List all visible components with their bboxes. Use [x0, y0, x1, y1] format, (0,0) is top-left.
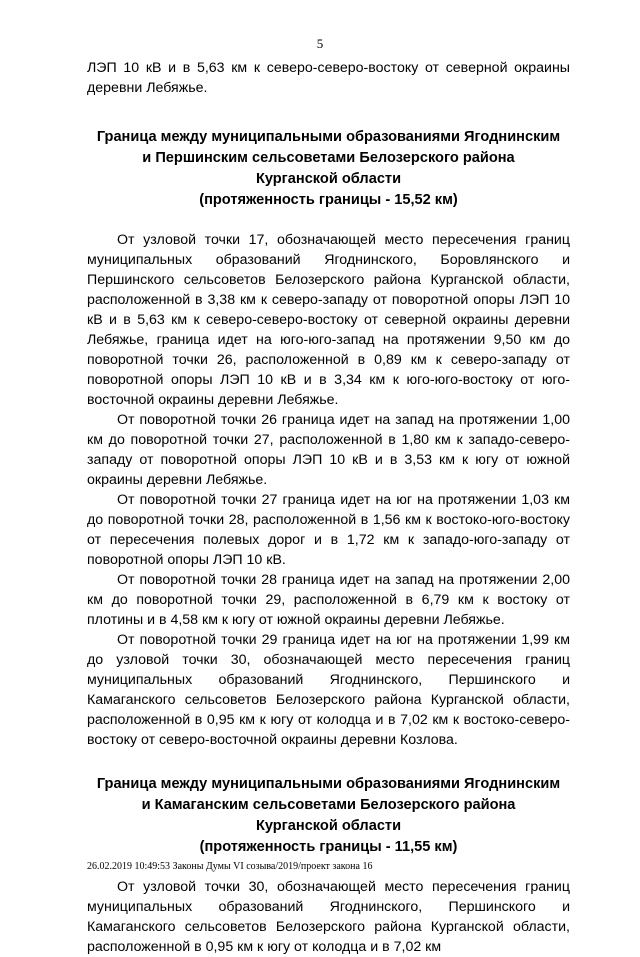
- section-heading-line: Курганской области: [255, 818, 402, 834]
- paragraph: От поворотной точки 27 граница идет на юг на протяжении 1,03 км до поворотной точки 28, расположенной в 1,56 км к востоко-юго-востоку от пересечения полевых дорог и в 1,72 км к западо-юго-западу от поворотной опоры ЛЭП 10 кВ.: [87, 492, 570, 568]
- paragraph: От поворотной точки 26 граница идет на запад на протяжении 1,00 км до поворотной точки 27, расположенной в 1,80 км к западо-северо-западу от поворотной опоры ЛЭП 10 кВ и в 3,53 км к югу от южной окраины деревни Лебяжье.: [87, 412, 570, 488]
- footer-stamp: 26.02.2019 10:49:53 Законы Думы VI созыва/2019/проект закона 16: [87, 861, 373, 872]
- section-heading-line: Курганской области: [255, 171, 402, 187]
- paragraph: От узловой точки 17, обозначающей место пересечения границ муниципальных образований Ягоднинского, Боровлянского и Першинского сельсоветов Белозерского района Курганской области, расположенной в 3,38 км к северо-западу от поворотной опоры ЛЭП 10 кВ и в 5,63 км к северо-северо-востоку от северной окраины деревни Лебяжье, граница идет на юго-юго-запад на протяжении 9,50 км до поворотной точки 26, расположенной в 0,89 км к северо-западу от поворотной опоры ЛЭП 10 кВ и в 3,34 км к юго-юго-востоку от юго-восточной окраины деревни Лебяжье.: [87, 232, 570, 408]
- section-length-line: (протяженность границы - 15,52 км): [199, 192, 458, 208]
- intro-paragraph: ЛЭП 10 кВ и в 5,63 км к северо-северо-востоку от северной окраины деревни Лебяжье.: [87, 60, 570, 96]
- paragraph: От поворотной точки 29 граница идет на юг на протяжении 1,99 км до узловой точки 30, обозначающей место пересечения границ муниципальных образований Ягоднинского, Першинского и Камаганского сельсоветов Белозерского района Курганской области, расположенной в 0,95 км к югу от колодца и в 7,02 км к востоко-северо-востоку от северо-восточной окраины деревни Козлова.: [87, 632, 570, 748]
- paragraph: От поворотной точки 28 граница идет на запад на протяжении 2,00 км до поворотной точки 29, расположенной в 6,79 км к востоку от плотины и в 4,58 км к югу от южной окраины деревни Лебяжье.: [87, 572, 570, 628]
- section-length-line: (протяженность границы - 11,55 км): [199, 839, 458, 855]
- section-heading-line: Граница между муниципальными образованиями Ягоднинским: [96, 776, 561, 792]
- document-body: [87, 58, 570, 957]
- section-heading-line: Граница между муниципальными образованиями Ягоднинским: [96, 129, 561, 145]
- section-heading-line: и Першинским сельсоветами Белозерского района: [142, 150, 515, 166]
- paragraph: От узловой точки 30, обозначающей место пересечения границ муниципальных образований Ягоднинского, Першинского и Камаганского сельсоветов Белозерского района Курганской области, расположенной в 0,95 км к югу от колодца и в 7,02 км: [87, 879, 570, 955]
- section-heading-line: и Камаганским сельсоветами Белозерского района: [141, 797, 516, 813]
- section-heading-2: [87, 774, 570, 858]
- section-heading-1: [87, 127, 570, 211]
- page-number: 5: [316, 36, 324, 51]
